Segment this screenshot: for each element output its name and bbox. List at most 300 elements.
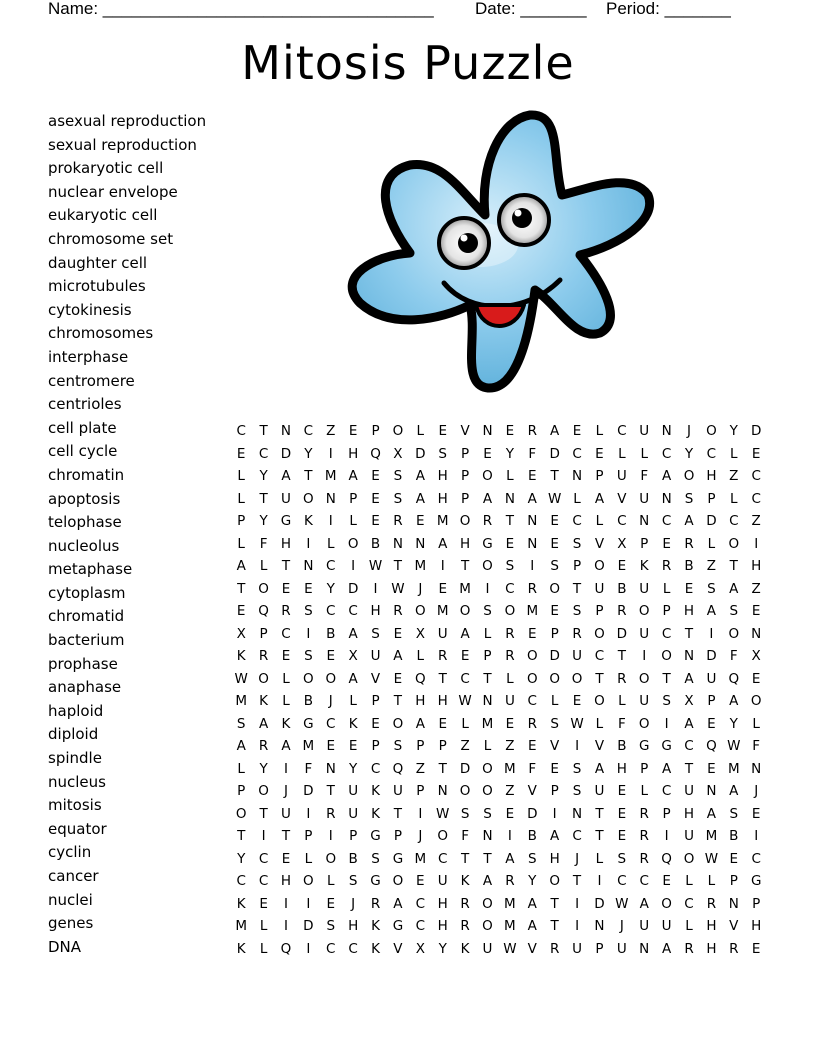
- grid-letter[interactable]: O: [459, 783, 471, 799]
- grid-letter[interactable]: H: [751, 558, 762, 574]
- grid-letter[interactable]: O: [303, 873, 314, 889]
- grid-letter[interactable]: L: [461, 715, 469, 732]
- grid-letter[interactable]: D: [706, 513, 717, 529]
- grid-letter[interactable]: C: [661, 783, 672, 799]
- grid-letter[interactable]: S: [527, 850, 537, 867]
- grid-letter[interactable]: C: [617, 423, 627, 439]
- grid-letter[interactable]: E: [281, 850, 291, 867]
- grid-letter[interactable]: W: [615, 895, 629, 912]
- grid-letter[interactable]: V: [550, 738, 560, 754]
- grid-letter[interactable]: O: [526, 670, 538, 687]
- grid-letter[interactable]: P: [304, 828, 313, 844]
- grid-letter[interactable]: I: [418, 805, 423, 822]
- grid-letter[interactable]: X: [236, 625, 246, 642]
- grid-letter[interactable]: H: [549, 850, 560, 867]
- grid-letter[interactable]: A: [438, 535, 448, 552]
- grid-letter[interactable]: Z: [729, 468, 739, 484]
- grid-letter[interactable]: S: [371, 850, 380, 867]
- grid-letter[interactable]: U: [437, 625, 448, 642]
- grid-letter[interactable]: A: [482, 490, 493, 507]
- grid-letter[interactable]: S: [550, 558, 559, 574]
- grid-letter[interactable]: O: [683, 468, 695, 484]
- grid-letter[interactable]: H: [437, 895, 448, 912]
- grid-letter[interactable]: C: [258, 850, 269, 867]
- grid-letter[interactable]: S: [326, 918, 336, 934]
- grid-letter[interactable]: L: [662, 580, 671, 597]
- grid-letter[interactable]: U: [684, 828, 694, 844]
- grid-letter[interactable]: L: [237, 468, 245, 484]
- grid-letter[interactable]: E: [438, 580, 447, 597]
- grid-letter[interactable]: E: [259, 895, 268, 912]
- grid-letter[interactable]: S: [393, 468, 403, 484]
- grid-letter[interactable]: O: [661, 895, 672, 912]
- grid-letter[interactable]: E: [572, 693, 582, 709]
- grid-letter[interactable]: P: [416, 783, 425, 799]
- grid-letter[interactable]: E: [572, 423, 582, 439]
- grid-letter[interactable]: V: [527, 940, 537, 957]
- grid-letter[interactable]: E: [617, 805, 627, 822]
- grid-letter[interactable]: E: [550, 603, 559, 619]
- grid-letter[interactable]: F: [729, 648, 738, 664]
- grid-letter[interactable]: E: [393, 625, 403, 642]
- grid-letter[interactable]: I: [306, 625, 311, 642]
- grid-letter[interactable]: C: [505, 580, 515, 597]
- grid-letter[interactable]: X: [393, 445, 403, 462]
- grid-letter[interactable]: I: [597, 873, 602, 889]
- grid-letter[interactable]: I: [283, 760, 288, 777]
- grid-letter[interactable]: L: [730, 490, 738, 507]
- grid-letter[interactable]: V: [729, 918, 739, 934]
- grid-letter[interactable]: O: [392, 873, 404, 889]
- grid-letter[interactable]: N: [504, 490, 515, 507]
- grid-letter[interactable]: U: [504, 693, 515, 709]
- grid-letter[interactable]: S: [460, 805, 470, 822]
- grid-letter[interactable]: O: [235, 805, 247, 822]
- grid-letter[interactable]: S: [483, 805, 492, 822]
- grid-letter[interactable]: T: [460, 850, 470, 867]
- grid-letter[interactable]: E: [348, 738, 358, 754]
- grid-letter[interactable]: O: [392, 423, 404, 439]
- grid-letter[interactable]: P: [349, 490, 358, 507]
- grid-letter[interactable]: S: [483, 603, 492, 619]
- grid-letter[interactable]: C: [326, 715, 336, 732]
- grid-letter[interactable]: A: [258, 715, 269, 732]
- grid-letter[interactable]: A: [393, 895, 403, 912]
- grid-letter[interactable]: S: [236, 715, 246, 732]
- grid-letter[interactable]: L: [282, 693, 290, 709]
- grid-letter[interactable]: X: [415, 625, 425, 642]
- grid-letter[interactable]: U: [392, 783, 403, 799]
- grid-letter[interactable]: I: [328, 445, 333, 462]
- grid-letter[interactable]: E: [326, 648, 336, 664]
- grid-letter[interactable]: R: [505, 625, 515, 642]
- grid-letter[interactable]: I: [709, 625, 714, 642]
- grid-letter[interactable]: E: [751, 805, 761, 822]
- grid-letter[interactable]: T: [259, 423, 268, 439]
- grid-letter[interactable]: N: [482, 828, 493, 844]
- grid-letter[interactable]: Y: [349, 760, 358, 777]
- grid-letter[interactable]: V: [527, 783, 537, 799]
- grid-letter[interactable]: C: [617, 873, 627, 889]
- grid-letter[interactable]: Q: [728, 670, 740, 687]
- grid-letter[interactable]: M: [705, 828, 718, 844]
- grid-letter[interactable]: O: [482, 895, 493, 912]
- grid-letter[interactable]: M: [504, 760, 516, 777]
- grid-letter[interactable]: D: [459, 760, 471, 777]
- grid-letter[interactable]: N: [594, 918, 605, 934]
- grid-letter[interactable]: T: [237, 828, 246, 844]
- grid-letter[interactable]: M: [504, 918, 516, 934]
- grid-letter[interactable]: O: [549, 580, 560, 597]
- grid-letter[interactable]: U: [348, 805, 359, 822]
- grid-letter[interactable]: L: [618, 445, 626, 462]
- grid-letter[interactable]: Q: [661, 850, 672, 867]
- grid-letter[interactable]: L: [707, 873, 716, 889]
- grid-letter[interactable]: L: [640, 783, 648, 799]
- grid-letter[interactable]: S: [304, 603, 313, 619]
- grid-letter[interactable]: R: [572, 625, 582, 642]
- grid-letter[interactable]: Q: [392, 760, 404, 777]
- grid-letter[interactable]: L: [573, 490, 581, 507]
- grid-letter[interactable]: L: [282, 670, 290, 687]
- grid-letter[interactable]: V: [460, 423, 470, 439]
- grid-letter[interactable]: E: [393, 670, 403, 687]
- grid-letter[interactable]: B: [527, 828, 537, 844]
- grid-letter[interactable]: U: [572, 648, 582, 664]
- grid-letter[interactable]: J: [575, 850, 580, 867]
- grid-letter[interactable]: K: [371, 918, 380, 934]
- grid-letter[interactable]: C: [661, 445, 672, 462]
- grid-letter[interactable]: J: [351, 895, 356, 912]
- grid-letter[interactable]: S: [662, 693, 671, 709]
- grid-letter[interactable]: I: [575, 918, 580, 934]
- grid-letter[interactable]: E: [416, 513, 425, 529]
- grid-letter[interactable]: O: [459, 603, 471, 619]
- grid-letter[interactable]: G: [661, 738, 672, 754]
- grid-letter[interactable]: X: [684, 693, 694, 709]
- grid-letter[interactable]: L: [237, 760, 245, 777]
- grid-letter[interactable]: E: [416, 873, 425, 889]
- grid-letter[interactable]: L: [259, 558, 268, 574]
- grid-letter[interactable]: F: [617, 715, 626, 732]
- grid-letter[interactable]: E: [751, 940, 761, 957]
- grid-letter[interactable]: C: [281, 625, 291, 642]
- grid-letter[interactable]: W: [503, 940, 517, 957]
- grid-letter[interactable]: P: [349, 828, 358, 844]
- grid-letter[interactable]: C: [348, 603, 358, 619]
- grid-letter[interactable]: H: [370, 603, 381, 619]
- grid-letter[interactable]: M: [324, 468, 337, 484]
- grid-letter[interactable]: I: [754, 828, 759, 844]
- grid-letter[interactable]: R: [482, 513, 493, 529]
- grid-letter[interactable]: L: [304, 850, 313, 867]
- grid-letter[interactable]: L: [595, 850, 604, 867]
- grid-letter[interactable]: I: [575, 895, 580, 912]
- grid-letter[interactable]: T: [281, 558, 291, 574]
- grid-letter[interactable]: K: [348, 715, 358, 732]
- grid-letter[interactable]: C: [415, 895, 426, 912]
- grid-letter[interactable]: C: [527, 693, 537, 709]
- grid-letter[interactable]: N: [728, 895, 739, 912]
- grid-letter[interactable]: F: [304, 760, 313, 777]
- grid-letter[interactable]: A: [236, 558, 246, 574]
- grid-letter[interactable]: E: [371, 715, 380, 732]
- grid-letter[interactable]: U: [639, 918, 650, 934]
- grid-letter[interactable]: T: [595, 670, 604, 687]
- grid-letter[interactable]: C: [751, 490, 761, 507]
- grid-letter[interactable]: U: [639, 423, 650, 439]
- grid-letter[interactable]: E: [505, 423, 515, 439]
- grid-letter[interactable]: I: [328, 828, 333, 844]
- grid-letter[interactable]: Q: [706, 738, 717, 754]
- grid-letter[interactable]: E: [751, 445, 761, 462]
- grid-letter[interactable]: O: [325, 850, 337, 867]
- grid-letter[interactable]: L: [349, 513, 357, 529]
- grid-letter[interactable]: C: [303, 423, 314, 439]
- grid-letter[interactable]: V: [594, 738, 605, 754]
- grid-letter[interactable]: H: [616, 760, 627, 777]
- grid-letter[interactable]: M: [414, 850, 427, 867]
- grid-letter[interactable]: P: [595, 468, 604, 484]
- grid-letter[interactable]: J: [687, 423, 691, 439]
- grid-letter[interactable]: K: [236, 648, 246, 664]
- grid-letter[interactable]: P: [259, 625, 268, 642]
- grid-letter[interactable]: H: [460, 535, 471, 552]
- grid-letter[interactable]: S: [304, 648, 313, 664]
- grid-letter[interactable]: T: [326, 783, 335, 799]
- grid-letter[interactable]: U: [594, 783, 605, 799]
- grid-letter[interactable]: R: [281, 603, 291, 619]
- grid-letter[interactable]: I: [306, 940, 311, 957]
- grid-letter[interactable]: X: [617, 535, 627, 552]
- grid-letter[interactable]: A: [729, 580, 739, 597]
- grid-letter[interactable]: T: [505, 513, 514, 529]
- grid-letter[interactable]: T: [550, 895, 559, 912]
- grid-letter[interactable]: B: [370, 535, 381, 552]
- grid-letter[interactable]: A: [684, 513, 694, 529]
- grid-letter[interactable]: O: [594, 558, 605, 574]
- grid-letter[interactable]: R: [639, 850, 649, 867]
- grid-letter[interactable]: L: [259, 940, 268, 957]
- grid-letter[interactable]: D: [549, 445, 560, 462]
- grid-letter[interactable]: U: [616, 468, 627, 484]
- grid-letter[interactable]: P: [640, 760, 649, 777]
- grid-letter[interactable]: C: [326, 603, 336, 619]
- grid-letter[interactable]: C: [460, 670, 470, 687]
- grid-letter[interactable]: H: [280, 535, 292, 552]
- grid-letter[interactable]: S: [550, 715, 559, 732]
- grid-letter[interactable]: E: [751, 670, 761, 687]
- grid-letter[interactable]: E: [326, 738, 336, 754]
- grid-letter[interactable]: L: [618, 693, 626, 709]
- period-field[interactable]: Period: _______: [606, 0, 731, 18]
- grid-letter[interactable]: Q: [370, 445, 381, 462]
- grid-letter[interactable]: I: [440, 558, 445, 574]
- grid-letter[interactable]: A: [460, 625, 470, 642]
- grid-letter[interactable]: T: [304, 468, 313, 484]
- grid-letter[interactable]: P: [595, 940, 604, 957]
- grid-letter[interactable]: O: [303, 670, 314, 687]
- grid-letter[interactable]: B: [303, 693, 313, 709]
- grid-letter[interactable]: B: [684, 558, 694, 574]
- grid-letter[interactable]: Z: [505, 783, 515, 799]
- grid-letter[interactable]: P: [461, 468, 470, 484]
- grid-letter[interactable]: Y: [259, 513, 268, 529]
- grid-letter[interactable]: A: [706, 603, 717, 619]
- grid-letter[interactable]: P: [416, 738, 425, 754]
- grid-letter[interactable]: L: [685, 873, 693, 889]
- grid-letter[interactable]: O: [482, 760, 493, 777]
- grid-letter[interactable]: P: [595, 603, 604, 619]
- grid-letter[interactable]: E: [236, 445, 246, 462]
- grid-letter[interactable]: Z: [460, 738, 470, 754]
- grid-letter[interactable]: E: [528, 738, 537, 754]
- grid-letter[interactable]: N: [482, 693, 493, 709]
- grid-letter[interactable]: R: [393, 603, 403, 619]
- grid-letter[interactable]: R: [729, 940, 739, 957]
- grid-letter[interactable]: A: [415, 715, 425, 732]
- grid-letter[interactable]: K: [460, 940, 470, 957]
- grid-letter[interactable]: W: [391, 580, 405, 597]
- grid-letter[interactable]: T: [259, 490, 268, 507]
- grid-letter[interactable]: H: [437, 918, 448, 934]
- grid-letter[interactable]: D: [347, 580, 359, 597]
- grid-letter[interactable]: E: [304, 580, 313, 597]
- grid-letter[interactable]: F: [259, 535, 268, 552]
- grid-letter[interactable]: S: [572, 535, 582, 552]
- grid-letter[interactable]: M: [414, 558, 427, 574]
- grid-letter[interactable]: V: [594, 535, 605, 552]
- grid-letter[interactable]: P: [393, 828, 402, 844]
- grid-letter[interactable]: P: [640, 535, 649, 552]
- grid-letter[interactable]: O: [683, 850, 695, 867]
- grid-letter[interactable]: O: [258, 783, 269, 799]
- grid-letter[interactable]: T: [662, 670, 671, 687]
- grid-letter[interactable]: C: [258, 445, 269, 462]
- grid-letter[interactable]: P: [550, 783, 559, 799]
- grid-letter[interactable]: E: [281, 648, 291, 664]
- grid-letter[interactable]: M: [302, 738, 315, 754]
- grid-letter[interactable]: R: [684, 940, 694, 957]
- grid-letter[interactable]: A: [550, 828, 560, 844]
- grid-letter[interactable]: G: [638, 738, 650, 754]
- grid-letter[interactable]: P: [707, 693, 716, 709]
- grid-letter[interactable]: E: [662, 873, 671, 889]
- grid-letter[interactable]: A: [281, 738, 291, 754]
- grid-letter[interactable]: K: [460, 873, 470, 889]
- grid-letter[interactable]: I: [283, 895, 288, 912]
- grid-letter[interactable]: A: [550, 423, 560, 439]
- grid-letter[interactable]: S: [572, 783, 582, 799]
- grid-letter[interactable]: J: [418, 828, 423, 844]
- grid-letter[interactable]: N: [639, 513, 650, 529]
- grid-letter[interactable]: M: [727, 760, 740, 777]
- grid-letter[interactable]: O: [594, 693, 605, 709]
- grid-letter[interactable]: E: [528, 625, 537, 642]
- grid-letter[interactable]: L: [550, 693, 559, 709]
- grid-letter[interactable]: D: [415, 445, 426, 462]
- grid-letter[interactable]: R: [706, 895, 717, 912]
- grid-letter[interactable]: Y: [259, 468, 268, 484]
- grid-letter[interactable]: A: [348, 625, 358, 642]
- grid-letter[interactable]: T: [550, 918, 559, 934]
- grid-letter[interactable]: P: [371, 423, 380, 439]
- grid-letter[interactable]: C: [729, 513, 739, 529]
- grid-letter[interactable]: E: [236, 603, 246, 619]
- grid-letter[interactable]: P: [237, 513, 246, 529]
- grid-letter[interactable]: S: [393, 490, 403, 507]
- grid-letter[interactable]: O: [728, 625, 740, 642]
- grid-letter[interactable]: X: [751, 648, 761, 664]
- grid-letter[interactable]: O: [303, 490, 314, 507]
- grid-letter[interactable]: R: [393, 513, 403, 529]
- grid-letter[interactable]: E: [371, 490, 380, 507]
- grid-letter[interactable]: C: [415, 918, 426, 934]
- grid-letter[interactable]: N: [280, 423, 292, 439]
- grid-letter[interactable]: R: [527, 423, 537, 439]
- grid-letter[interactable]: O: [482, 918, 493, 934]
- grid-letter[interactable]: D: [594, 895, 605, 912]
- grid-letter[interactable]: N: [392, 535, 403, 552]
- grid-letter[interactable]: P: [662, 805, 671, 822]
- grid-letter[interactable]: P: [461, 490, 470, 507]
- grid-letter[interactable]: P: [662, 603, 671, 619]
- grid-letter[interactable]: R: [527, 715, 537, 732]
- grid-letter[interactable]: P: [752, 895, 761, 912]
- grid-letter[interactable]: H: [280, 873, 292, 889]
- grid-letter[interactable]: I: [283, 918, 288, 934]
- grid-letter[interactable]: H: [751, 918, 762, 934]
- grid-letter[interactable]: L: [595, 715, 604, 732]
- grid-letter[interactable]: F: [528, 445, 537, 462]
- grid-letter[interactable]: R: [326, 805, 336, 822]
- grid-letter[interactable]: T: [393, 805, 403, 822]
- grid-letter[interactable]: S: [729, 603, 739, 619]
- grid-letter[interactable]: Y: [505, 445, 514, 462]
- grid-letter[interactable]: I: [306, 535, 311, 552]
- grid-letter[interactable]: C: [706, 445, 717, 462]
- grid-letter[interactable]: Z: [751, 580, 761, 597]
- grid-letter[interactable]: L: [326, 873, 335, 889]
- grid-letter[interactable]: K: [236, 895, 246, 912]
- grid-letter[interactable]: A: [505, 850, 515, 867]
- grid-letter[interactable]: E: [707, 760, 716, 777]
- grid-letter[interactable]: R: [549, 940, 560, 957]
- grid-letter[interactable]: U: [281, 805, 291, 822]
- grid-letter[interactable]: E: [505, 715, 515, 732]
- grid-letter[interactable]: R: [460, 918, 470, 934]
- grid-letter[interactable]: M: [526, 603, 539, 619]
- grid-letter[interactable]: D: [303, 918, 314, 934]
- grid-letter[interactable]: Z: [415, 760, 425, 777]
- grid-letter[interactable]: S: [572, 760, 582, 777]
- grid-letter[interactable]: L: [595, 423, 604, 439]
- grid-letter[interactable]: J: [418, 580, 423, 597]
- grid-letter[interactable]: W: [458, 693, 472, 709]
- grid-letter[interactable]: B: [326, 625, 336, 642]
- grid-letter[interactable]: O: [638, 603, 650, 619]
- grid-letter[interactable]: N: [639, 940, 650, 957]
- grid-letter[interactable]: R: [258, 738, 269, 754]
- grid-letter[interactable]: R: [258, 648, 269, 664]
- grid-letter[interactable]: U: [616, 940, 627, 957]
- grid-letter[interactable]: M: [436, 603, 449, 619]
- grid-letter[interactable]: J: [619, 918, 624, 934]
- grid-letter[interactable]: C: [594, 648, 605, 664]
- grid-letter[interactable]: I: [507, 828, 512, 844]
- grid-letter[interactable]: Y: [729, 715, 738, 732]
- grid-letter[interactable]: N: [437, 783, 448, 799]
